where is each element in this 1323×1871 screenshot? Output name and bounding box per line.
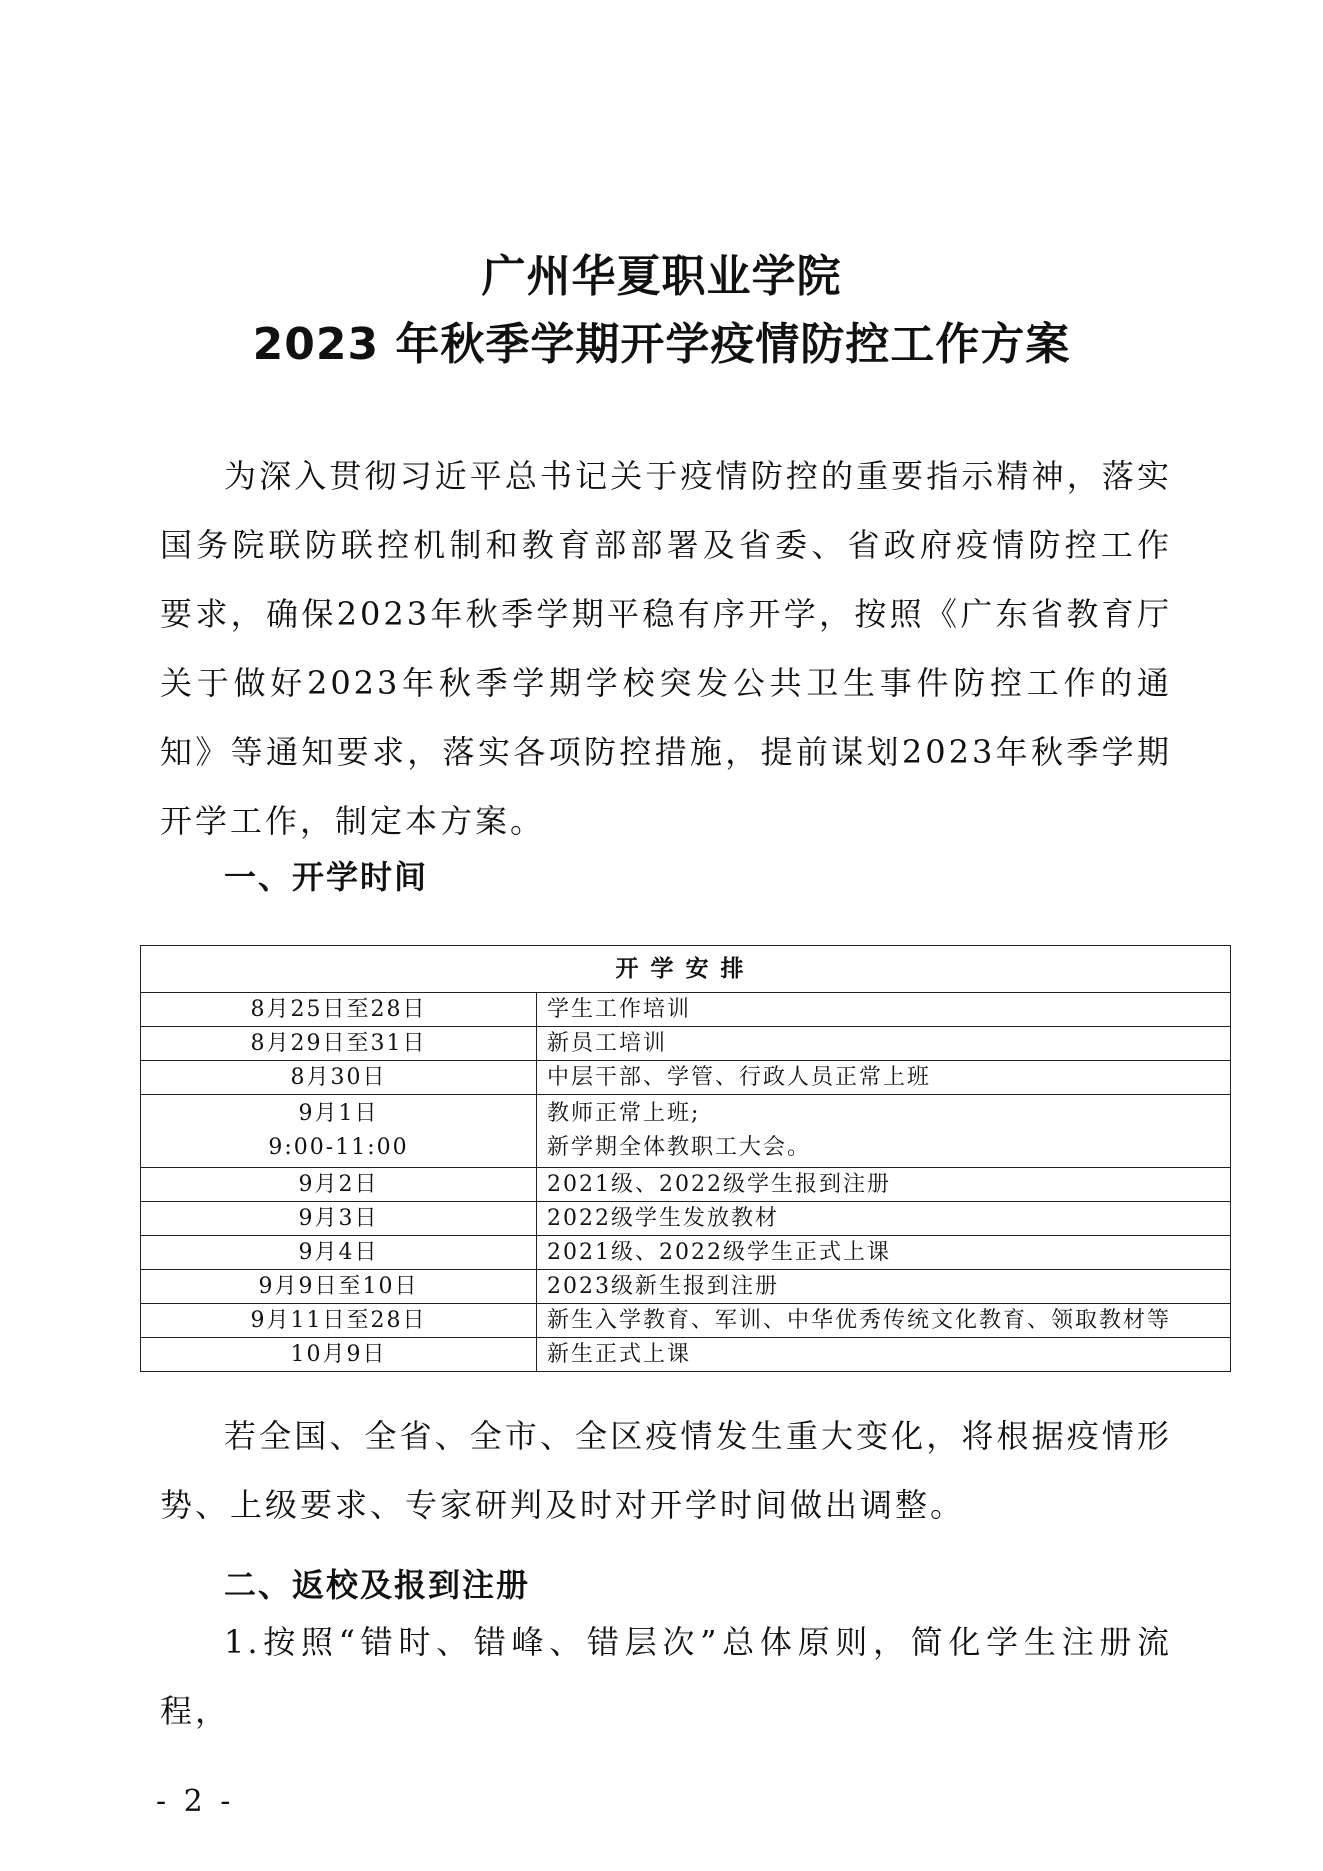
table-cell-event: 新生入学教育、军训、中华优秀传统文化教育、领取教材等 [537,1304,1231,1338]
table-cell-event: 2021级、2022级学生正式上课 [537,1236,1231,1270]
table-cell-date: 9月11日至28日 [141,1304,537,1338]
table-cell-date: 9月4日 [141,1236,537,1270]
table-row [141,1061,1231,1095]
table-cell-date: 9月2日 [141,1168,537,1202]
table-row [141,993,1231,1027]
table-cell-date: 10月9日 [141,1338,537,1372]
table-header-row [141,946,1231,993]
table-cell-event: 新生正式上课 [537,1338,1231,1372]
table-cell-event: 学生工作培训 [537,993,1231,1027]
table-row [141,1338,1231,1372]
table-cell-event [537,1095,1231,1168]
table-row [141,1236,1231,1270]
page-number: - 2 - [156,1784,235,1819]
table-header: 开学安排 [141,946,1231,993]
table-cell-date-line1: 9月1日 [298,1101,379,1126]
table-cell-event: 2021级、2022级学生报到注册 [537,1168,1231,1202]
table-cell-event: 新员工培训 [537,1027,1231,1061]
table-cell-event-line2: 新学期全体教职工大会。 [547,1135,812,1160]
table-row [141,1202,1231,1236]
intro-paragraph: 为深入贯彻习近平总书记关于疫情防控的重要指示精神，落实国务院联防联控机制和教育部部署及省委、省政府疫情防控工作要求，确保2023年秋季学期平稳有序开学，按照《广东省教育厅关于做好2023年秋季学期学校突发公共卫生事件防控工作的通知》等通知要求，落实各项防控措施，提前谋划2023年秋季学期开学工作，制定本方案。 [160,457,1172,840]
section1-heading: 一、开学时间 [224,858,429,896]
table-cell-date: 8月29日至31日 [141,1027,537,1061]
table-cell-date: 8月30日 [141,1061,537,1095]
document-title-line2: 2023 年秋季学期开学疫情防控工作方案 [252,319,1071,370]
table-row [141,1027,1231,1061]
table-cell-date: 9月9日至10日 [141,1270,537,1304]
table-cell-event-line1: 教师正常上班; [547,1101,701,1126]
table-cell-event: 2023级新生报到注册 [537,1270,1231,1304]
table-cell-event: 2022级学生发放教材 [537,1202,1231,1236]
schedule-table [140,945,1231,1372]
table-cell-date-line2: 9:00-11:00 [268,1135,409,1160]
table-row [141,1304,1231,1338]
table-row [141,1270,1231,1304]
table-cell-date [141,1095,537,1168]
table-cell-date: 8月25日至28日 [141,993,537,1027]
table-cell-event: 中层干部、学管、行政人员正常上班 [537,1061,1231,1095]
table-row [141,1168,1231,1202]
table-cell-date: 9月3日 [141,1202,537,1236]
section2-heading: 二、返校及报到注册 [224,1566,531,1604]
adjustment-note: 若全国、全省、全市、全区疫情发生重大变化，将根据疫情形势、上级要求、专家研判及时对开学时间做出调整。 [160,1417,1172,1524]
table-row [141,1095,1231,1168]
section2-item1: 1.按照“错时、错峰、错层次”总体原则，简化学生注册流程， [160,1623,1172,1730]
document-title-line1: 广州华夏职业学院 [481,251,842,302]
